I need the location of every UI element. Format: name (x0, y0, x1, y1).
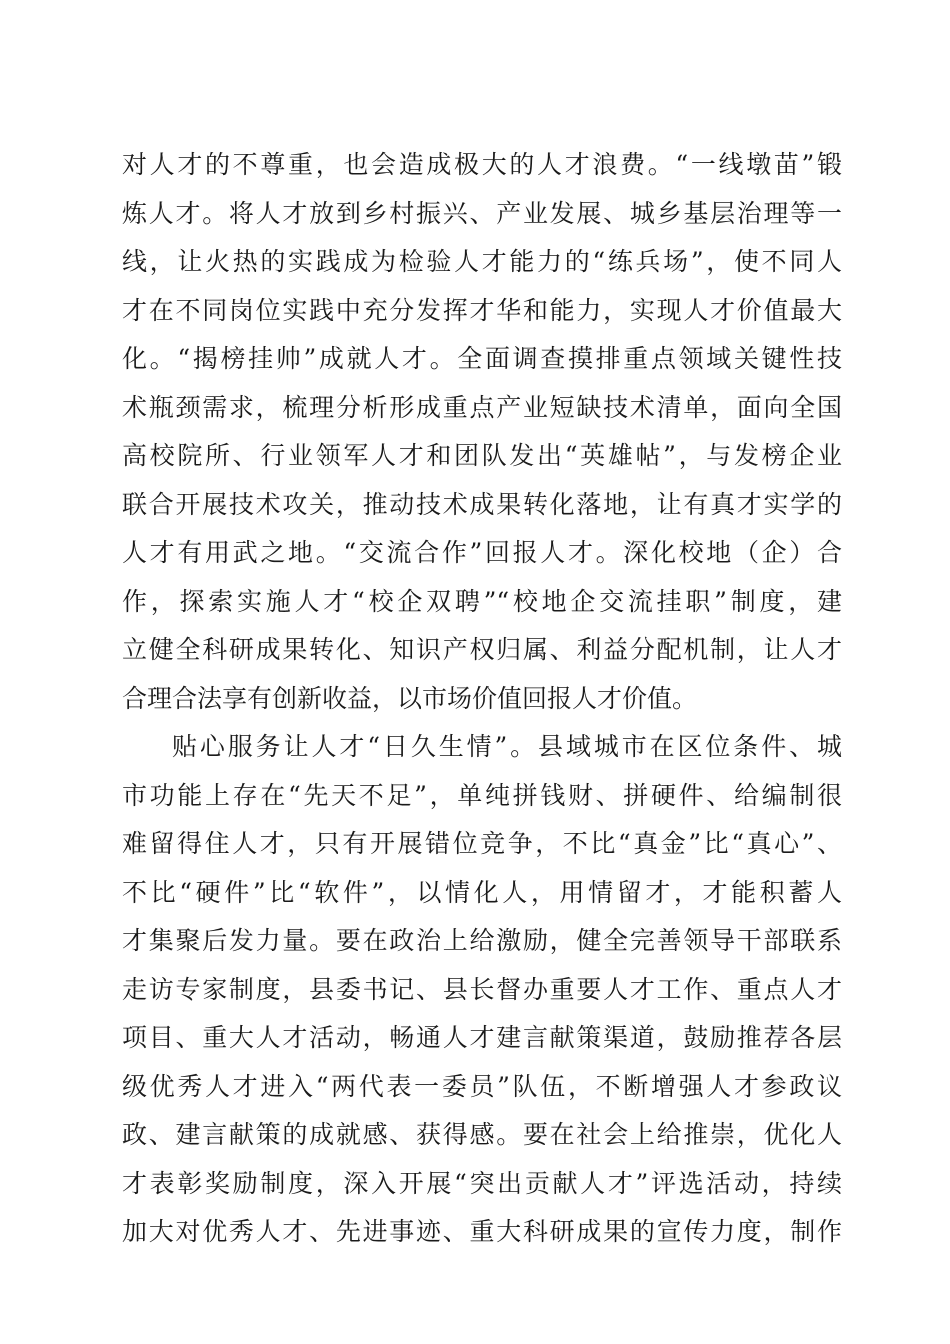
text-line: 才集聚后发力量。要在政治上给激励，健全完善领导干部联系 (122, 926, 842, 955)
text-line: 合理合法享有创新收益，以市场价值回报人才价值。 (122, 683, 698, 713)
text-line: 作，探索实施人才“校企双聘”“校地企交流挂职”制度，建 (122, 586, 842, 616)
text-line: 线，让火热的实践成为检验人才能力的“练兵场”，使不同人 (122, 247, 842, 276)
text-line: 政、建言献策的成就感、获得感。要在社会上给推崇，优化人 (122, 1120, 842, 1149)
text-line: 联合开展技术攻关，推动技术成果转化落地，让有真才实学的 (122, 489, 842, 519)
document-body (122, 141, 842, 1257)
text-line: 才在不同岗位实践中充分发挥才华和能力，实现人才价值最大 (122, 295, 842, 325)
text-line: 立健全科研成果转化、知识产权归属、利益分配机制，让人才 (122, 635, 842, 664)
text-line: 对人才的不尊重，也会造成极大的人才浪费。“一线墩苗”锻 (122, 150, 842, 179)
text-line: 级优秀人才进入“两代表一委员”队伍，不断增强人才参政议 (122, 1071, 842, 1101)
text-line: 项目、重大人才活动，畅通人才建言献策渠道，鼓励推荐各层 (122, 1023, 842, 1052)
text-line: 难留得住人才，只有开展错位竞争，不比“真金”比“真心”、 (122, 829, 842, 858)
text-line: 走访专家制度，县委书记、县长督办重要人才工作、重点人才 (122, 974, 842, 1004)
paragraph-2 (122, 723, 842, 1257)
text-line: 人才有用武之地。“交流合作”回报人才。深化校地（企）合 (122, 538, 842, 567)
text-line: 高校院所、行业领军人才和团队发出“英雄帖”，与发榜企业 (122, 441, 842, 470)
text-line: 术瓶颈需求，梳理分析形成重点产业短缺技术清单，面向全国 (122, 392, 842, 422)
text-line: 加大对优秀人才、先进事迹、重大科研成果的宣传力度，制作 (122, 1217, 842, 1246)
text-line: 市功能上存在“先天不足”，单纯拼钱财、拼硬件、给编制很 (122, 780, 842, 810)
text-line: 才表彰奖励制度，深入开展“突出贡献人才”评选活动，持续 (122, 1168, 842, 1198)
paragraph-1 (122, 141, 842, 723)
text-line: 炼人才。将人才放到乡村振兴、产业发展、城乡基层治理等一 (122, 198, 842, 228)
text-line: 贴心服务让人才“日久生情”。县域城市在区位条件、城 (172, 732, 842, 761)
text-line: 不比“硬件”比“软件”，以情化人，用情留才，才能积蓄人 (122, 877, 842, 907)
text-line: 化。“揭榜挂帅”成就人才。全面调查摸排重点领域关键性技 (122, 344, 842, 373)
